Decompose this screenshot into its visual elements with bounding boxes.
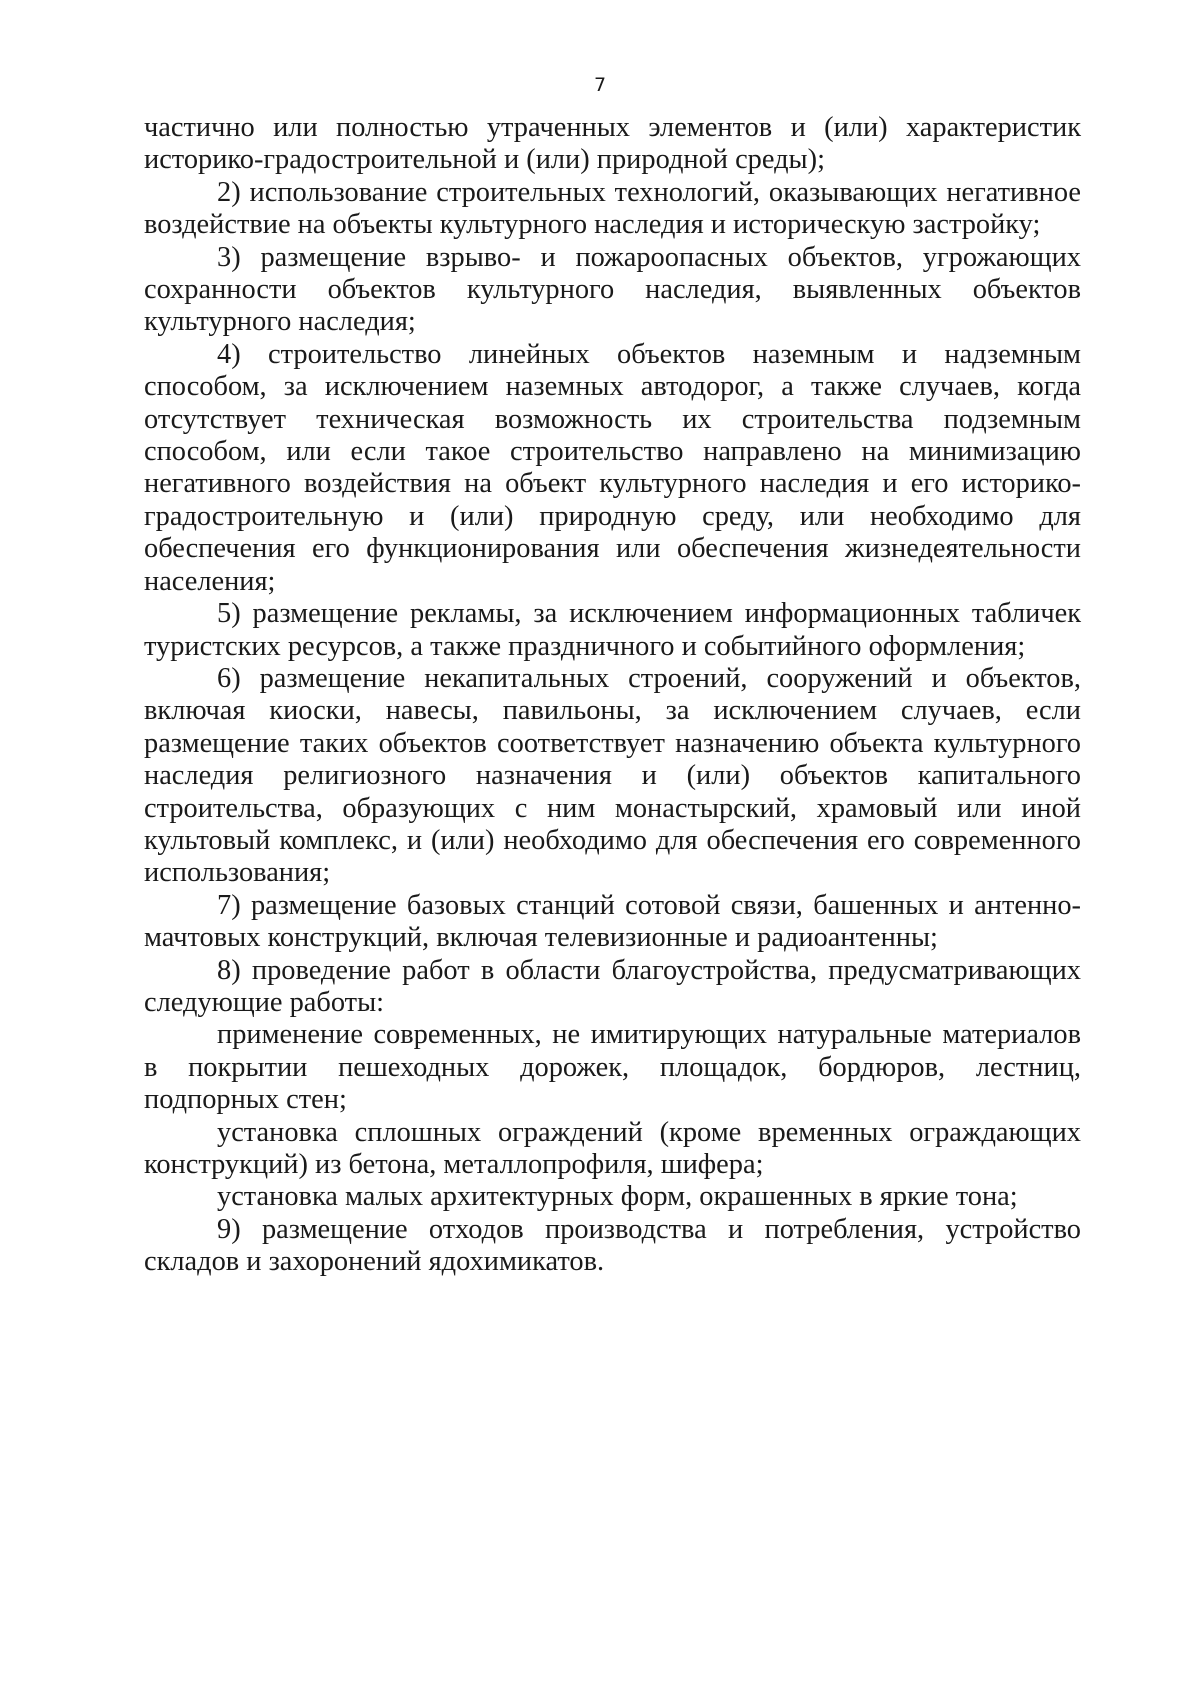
page-number: 7 xyxy=(593,74,607,96)
paragraph: применение современных, не имитирующих натуральные материалов в покрытии пешеходных дорожек, площадок, бордюров, лестниц, подпорных стен; xyxy=(144,1019,1081,1116)
paragraph: 9) размещение отходов производства и потребления, устройство складов и захоронений ядохимикатов. xyxy=(144,1213,1081,1278)
paragraph: 2) использование строительных технологий, оказывающих негативное воздействие на объекты культурного наследия и историческую застройку; xyxy=(144,176,1081,241)
paragraph: частично или полностью утраченных элементов и (или) характеристик историко-градостроительной и (или) природной среды); xyxy=(144,112,1081,176)
body-text xyxy=(144,112,1081,1279)
paragraph: установка сплошных ограждений (кроме временных ограждающих конструкций) из бетона, металлопрофиля, шифера; xyxy=(144,1116,1081,1180)
paragraph: 5) размещение рекламы, за исключением информационных табличек туристских ресурсов, а также праздничного и событийного оформления; xyxy=(144,598,1081,662)
paragraph: 6) размещение некапитальных строений, сооружений и объектов, включая киоски, навесы, павильоны, за исключением случаев, если размещение таких объектов соответствует назначению объекта культурного наследия религиозного назначения и (или) объектов капитального строительства, образующих с ним монастырский, храмовый или иной культовый комплекс, и (или) необходимо для обеспечения его современного использования; xyxy=(144,662,1081,889)
paragraph: установка малых архитектурных форм, окрашенных в яркие тона; xyxy=(217,1181,1018,1213)
paragraph: 7) размещение базовых станций сотовой связи, башенных и антенно-мачтовых конструкций, включая телевизионные и радиоантенны; xyxy=(144,889,1081,954)
paragraph: 8) проведение работ в области благоустройства, предусматривающих следующие работы: xyxy=(144,954,1081,1018)
paragraph: 3) размещение взрыво- и пожароопасных объектов, угрожающих сохранности объектов культурного наследия, выявленных объектов культурного наследия; xyxy=(144,241,1081,338)
paragraph: 4) строительство линейных объектов наземным и надземным способом, за исключением наземных автодорог, а также случаев, когда отсутствует техническая возможность их строительства подземным способом, или если такое строительство направлено на минимизацию негативного воздействия на объект культурного наследия и его историко-градостроительную и (или) природную среду, или необходимо для обеспечения его функционирования или обеспечения жизнедеятельности населения; xyxy=(144,338,1081,597)
